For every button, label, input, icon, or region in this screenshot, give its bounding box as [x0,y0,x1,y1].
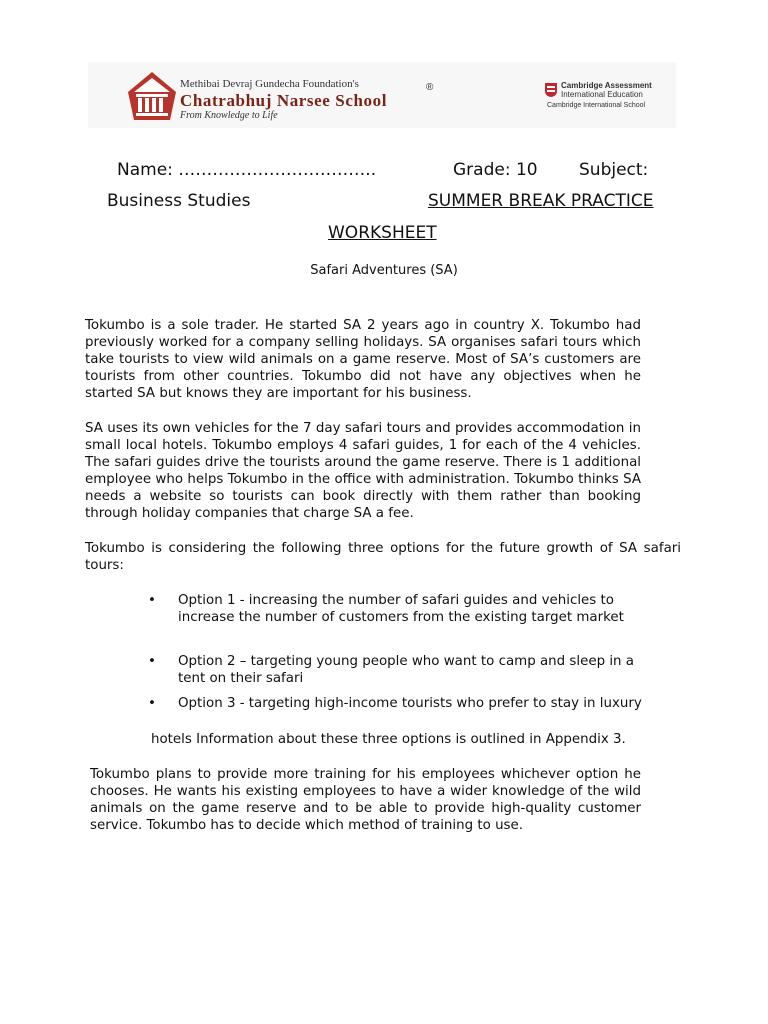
school-header [88,62,676,128]
name-field: Name: …………………………….. [117,160,377,180]
options-continuation: hotels Information about these three options is outlined in Appendix 3. [151,732,626,747]
cambridge-line-3: Cambridge International School [547,102,646,109]
bullet-icon: • [148,654,156,669]
bullet-icon: • [148,593,156,608]
paragraph-1: Tokumbo is a sole trader. He started SA 2 years ago in country X. Tokumbo had previously worked for a company selling holidays. SA organises safari tours which take tourists to view wild animals on a game reserve. Most of SA’s customers are tourists from other countries. Tokumbo did not have any objectives when he started SA but knows they are important for his business. [85,318,641,401]
bullet-icon: • [148,696,156,711]
subject-value: Business Studies [107,191,251,211]
list-item [148,592,668,643]
school-name-block [180,78,450,122]
paragraph-2: SA uses its own vehicles for the 7 day safari tours and provides accommodation in small local hotels. Tokumbo employs 4 safari guides, 1 for each of the 4 vehicles. The safari guides drive the tourists around the game reserve. There is 1 additional employee who helps Tokumbo in the office with administration. Tokumbo thinks SA needs a website so tourists can book directly with them rather than booking through holiday companies that charge SA a fee. [85,421,641,521]
school-name: Chatrabhuj Narsee School [180,91,388,110]
cambridge-crest-icon [544,82,558,98]
paragraph-4: Tokumbo plans to provide more training for his employees whichever option he chooses. He wants his existing employees to have a wider knowledge of the wild animals on the game reserve and to be able to provide high-quality customer service. Tokumbo has to decide which method of training to use. [90,767,641,833]
cambridge-line-2: International Education [561,90,643,99]
foundation-name: Methibai Devraj Gundecha Foundation's [180,78,359,90]
list-item [148,653,668,687]
worksheet-title-line-1: SUMMER BREAK PRACTICE [428,191,654,211]
grade-label: Grade: 10 [453,160,538,180]
list-item [148,695,668,712]
option-text: Option 2 – targeting young people who want to camp and sleep in a tent on their safari [178,654,635,686]
case-study-title: Safari Adventures (SA) [310,263,458,278]
option-text: Option 3 - targeting high-income tourists who prefer to stay in luxury [178,696,642,711]
paragraph-3: Tokumbo is considering the following three options for the future growth of SA safari tours: [85,541,681,573]
school-tagline: From Knowledge to Life [180,110,278,121]
school-emblem-icon [126,70,178,122]
subject-label: Subject: [579,160,649,180]
registered-mark: ® [426,82,434,93]
worksheet-title-line-2: WORKSHEET [328,223,437,243]
option-text: Option 1 - increasing the number of safari guides and vehicles to increase the number of customers from the existing target market [178,593,624,625]
cambridge-line-1: Cambridge Assessment [561,81,652,90]
